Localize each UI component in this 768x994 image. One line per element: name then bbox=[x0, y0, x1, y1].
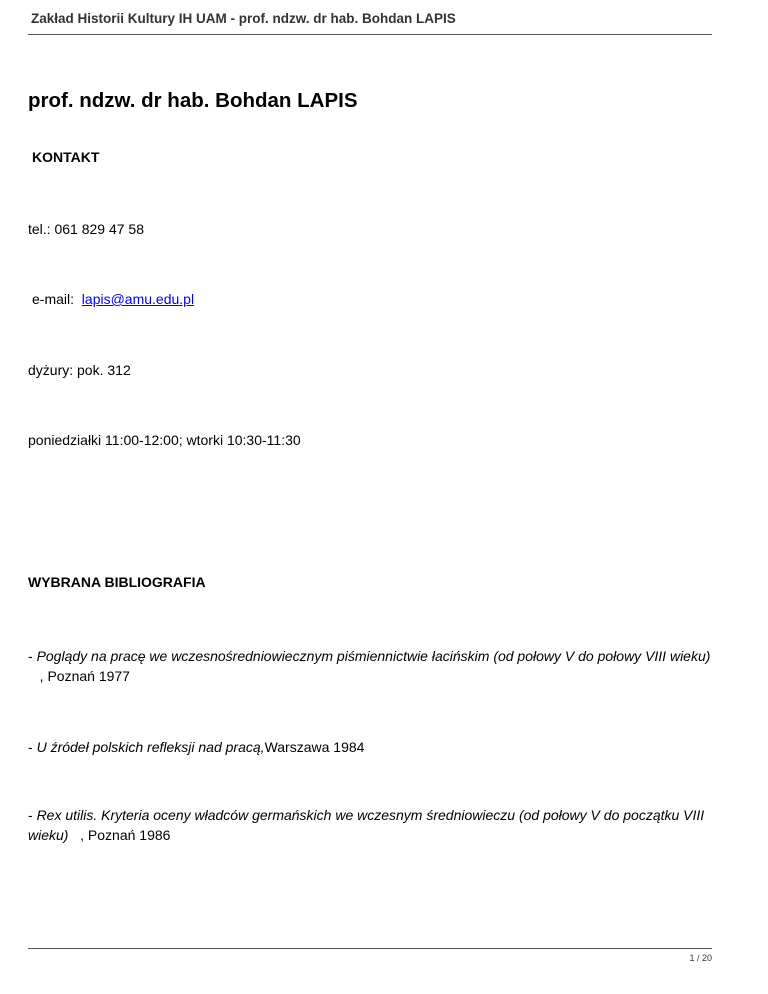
contact-phone: tel.: 061 829 47 58 bbox=[28, 221, 144, 237]
item-dash: - bbox=[28, 648, 37, 664]
bibliography-heading: WYBRANA BIBLIOGRAFIA bbox=[28, 574, 206, 590]
bibliography-item bbox=[28, 737, 718, 757]
item-title: Rex utilis. Kryteria oceny władców germańskich we wczesnym średniowieczu (od połowy V do początku VIII wieku) bbox=[28, 807, 705, 843]
email-label: e-mail: bbox=[32, 291, 75, 307]
email-link[interactable]: lapis@amu.edu.pl bbox=[81, 291, 195, 307]
header-divider bbox=[28, 34, 712, 35]
contact-email-row bbox=[32, 291, 194, 307]
item-publication: Warszawa 1984 bbox=[264, 739, 365, 755]
item-title: Poglądy na pracę we wczesnośredniowiecznym piśmiennictwie łacińskim (od połowy V do połowy VIII wieku) bbox=[36, 648, 711, 664]
item-publication: , Poznań 1977 bbox=[28, 668, 130, 684]
page-number: 1 / 20 bbox=[689, 953, 712, 963]
running-header-title: Zakład Historii Kultury IH UAM - prof. ndzw. dr hab. Bohdan LAPIS bbox=[31, 11, 456, 26]
item-title: U źródeł polskich refleksji nad pracą, bbox=[36, 739, 265, 755]
bibliography-item bbox=[28, 805, 718, 845]
office-hours: poniedziałki 11:00-12:00; wtorki 10:30-11:30 bbox=[28, 432, 301, 448]
bibliography-item bbox=[28, 646, 718, 686]
footer-divider bbox=[28, 948, 712, 949]
item-dash: - bbox=[28, 807, 37, 823]
item-publication: , Poznań 1986 bbox=[68, 827, 171, 843]
item-dash: - bbox=[28, 739, 37, 755]
office-room: dyżury: pok. 312 bbox=[28, 362, 131, 378]
contact-heading: KONTAKT bbox=[32, 149, 100, 165]
page-title: prof. ndzw. dr hab. Bohdan LAPIS bbox=[28, 89, 358, 112]
